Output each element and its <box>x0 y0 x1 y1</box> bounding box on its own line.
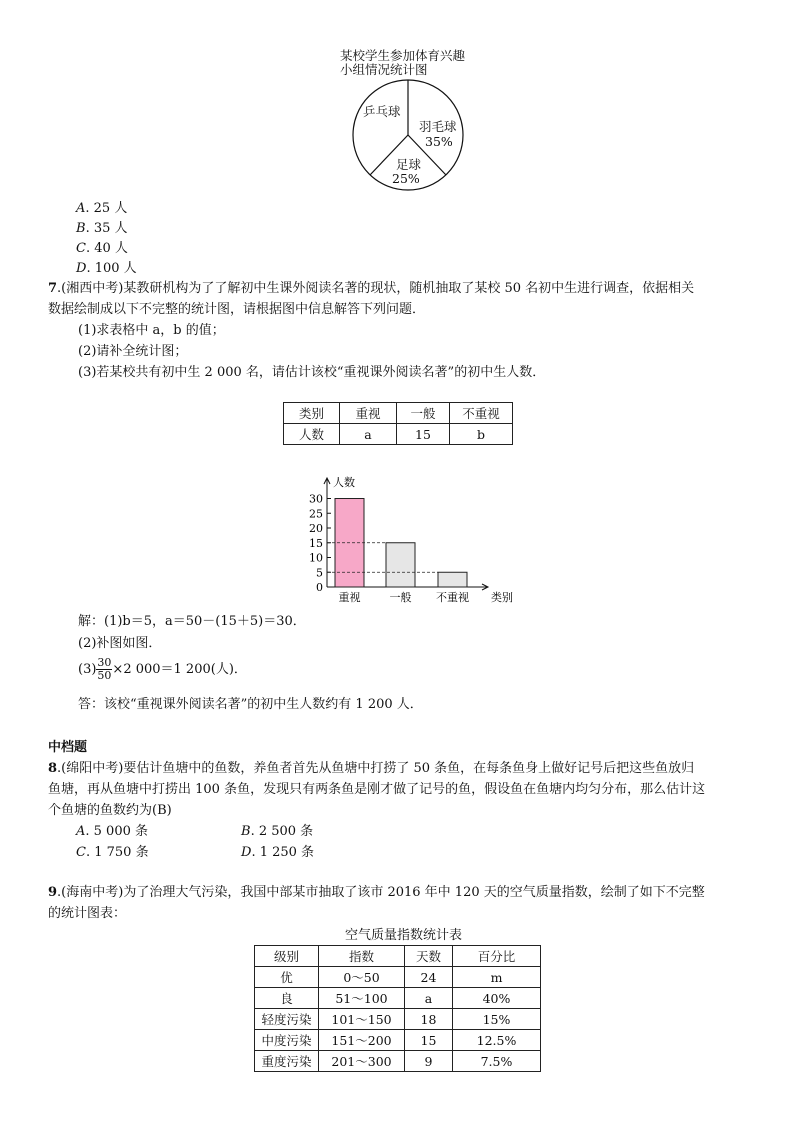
q9-cell: 0～50 <box>319 967 405 988</box>
q9-cell: 中度污染 <box>255 1030 319 1051</box>
q9-cell: 9 <box>405 1051 453 1072</box>
pie-label-football-pct: 25% <box>392 171 420 186</box>
q9-cell: a <box>405 988 453 1009</box>
table-row <box>255 1030 541 1051</box>
q6-option-d: D. 100 人 <box>76 261 137 276</box>
q7-th-category: 类别 <box>284 403 340 424</box>
q9-table <box>254 945 541 1072</box>
q9-th-percent: 百分比 <box>453 946 541 967</box>
pie-label-football: 足球 <box>396 157 422 172</box>
q8-option-a: A. 5 000 条 <box>76 824 149 839</box>
section-title: 中档题 <box>48 740 88 755</box>
q9-cell: m <box>453 967 541 988</box>
q9-table-title: 空气质量指数统计表 <box>345 928 463 943</box>
q9-cell: 51～100 <box>319 988 405 1009</box>
q7-td-count: 人数 <box>284 424 340 445</box>
q9-th-level: 级别 <box>255 946 319 967</box>
q9-cell: 201～300 <box>319 1051 405 1072</box>
q7-solution-line1: 解：(1)b＝5，a＝50－(15＋5)＝30． <box>78 614 306 629</box>
q9-cell: 优 <box>255 967 319 988</box>
q8-option-c: C. 1 750 条 <box>76 845 149 860</box>
q9-cell: 轻度污染 <box>255 1009 319 1030</box>
q8-line3: 个鱼塘的鱼数约为(B) <box>48 803 172 818</box>
q9-cell: 40% <box>453 988 541 1009</box>
q7-solution-line3: (3) $\frac{30}{50}$ ×2 000＝1 200(人)． <box>78 656 247 682</box>
table-row <box>255 1051 541 1072</box>
q7-stem-line2: 数据绘制成以下不完整的统计图，请根据图中信息解答下列问题． <box>48 302 426 317</box>
q8-line1: 8.(绵阳中考)要估计鱼塘中的鱼数，养鱼者首先从鱼塘中打捞了 50 条鱼，在每条鱼身上做好记号后把这些鱼放归 <box>48 761 695 776</box>
q7-solution-line2: (2)补图如图． <box>78 636 162 651</box>
y-tick-label: 20 <box>309 522 323 535</box>
q8-line2: 鱼塘，再从鱼塘中打捞出 100 条鱼，发现只有两条鱼是刚才做了记号的鱼，假设鱼在鱼塘内均匀分布，那么估计这 <box>48 782 706 797</box>
q7-table-row <box>284 424 513 445</box>
y-tick-label: 30 <box>309 492 323 506</box>
pie-label-pingpong: 乒乓球 <box>363 104 401 119</box>
y-tick-label: 15 <box>309 536 323 550</box>
q7-table <box>283 402 513 445</box>
q9-cell: 24 <box>405 967 453 988</box>
table-row <box>255 1009 541 1030</box>
table-row <box>255 967 541 988</box>
bar-chart <box>300 474 520 608</box>
bar-3 <box>438 572 467 587</box>
q9-cell: 101～150 <box>319 1009 405 1030</box>
pie-title-line2: 小组情况统计图 <box>340 62 428 77</box>
q7-sub2: (2)请补全统计图； <box>78 344 188 359</box>
q9-cell: 12.5% <box>453 1030 541 1051</box>
x-axis-title: 类别 <box>491 591 513 604</box>
q7-td-a: a <box>340 424 397 445</box>
q9-cell: 151～200 <box>319 1030 405 1051</box>
q6-option-c: C. 40 人 <box>76 241 128 256</box>
q9-cell: 15% <box>453 1009 541 1030</box>
q6-option-b: B. 35 人 <box>76 221 128 236</box>
q9-cell: 重度污染 <box>255 1051 319 1072</box>
q7-td-b: b <box>450 424 513 445</box>
q8-option-d: D. 1 250 条 <box>241 845 315 860</box>
q7-th-normal: 一般 <box>397 403 450 424</box>
x-tick-label: 不重视 <box>436 591 469 604</box>
y-tick-label: 5 <box>316 566 323 580</box>
q7-stem-line1: 7.(湘西中考)某教研机构为了了解初中生课外阅读名著的现状，随机抽取了某校 50 名初中生进行调查，依据相关 <box>48 281 695 296</box>
q7-answer: 答：该校“重视课外阅读名著”的初中生人数约有 1 200 人． <box>78 697 423 712</box>
x-tick-label: 重视 <box>338 591 361 604</box>
y-tick-label: 25 <box>309 507 323 521</box>
q9-th-index: 指数 <box>319 946 405 967</box>
q6-option-a: A. 25 人 <box>76 201 128 216</box>
q7-sub3: (3)若某校共有初中生 2 000 名，请估计该校“重视课外阅读名著”的初中生人数． <box>78 365 546 380</box>
q7-sub1: (1)求表格中 a，b 的值； <box>78 323 225 338</box>
q7-td-15: 15 <box>397 424 450 445</box>
bar-2 <box>386 543 415 587</box>
q9-line1: 9.(海南中考)为了治理大气污染，我国中部某市抽取了该市 2016 年中 120 天的空气质量指数，绘制了如下不完整 <box>48 885 705 900</box>
y-tick-label: 10 <box>309 551 323 565</box>
q9-th-days: 天数 <box>405 946 453 967</box>
q8-option-b: B. 2 500 条 <box>241 824 314 839</box>
q9-cell: 7.5% <box>453 1051 541 1072</box>
q7-th-important: 重视 <box>340 403 397 424</box>
x-tick-label: 一般 <box>389 591 412 604</box>
q9-table-header <box>255 946 541 967</box>
q7-table-header <box>284 403 513 424</box>
q9-cell: 15 <box>405 1030 453 1051</box>
fraction: $\frac{30}{50}$ <box>97 656 112 682</box>
pie-title-line1: 某校学生参加体育兴趣 <box>340 48 466 63</box>
pie-label-badminton-pct: 35% <box>425 134 453 149</box>
q9-cell: 良 <box>255 988 319 1009</box>
y-tick-label: 0 <box>316 581 323 594</box>
pie-label-badminton: 羽毛球 <box>419 119 457 134</box>
q9-cell: 18 <box>405 1009 453 1030</box>
q9-line2: 的统计图表： <box>48 906 127 921</box>
table-row <box>255 988 541 1009</box>
q7-th-unimportant: 不重视 <box>450 403 513 424</box>
y-axis-title: 人数 <box>333 476 355 489</box>
